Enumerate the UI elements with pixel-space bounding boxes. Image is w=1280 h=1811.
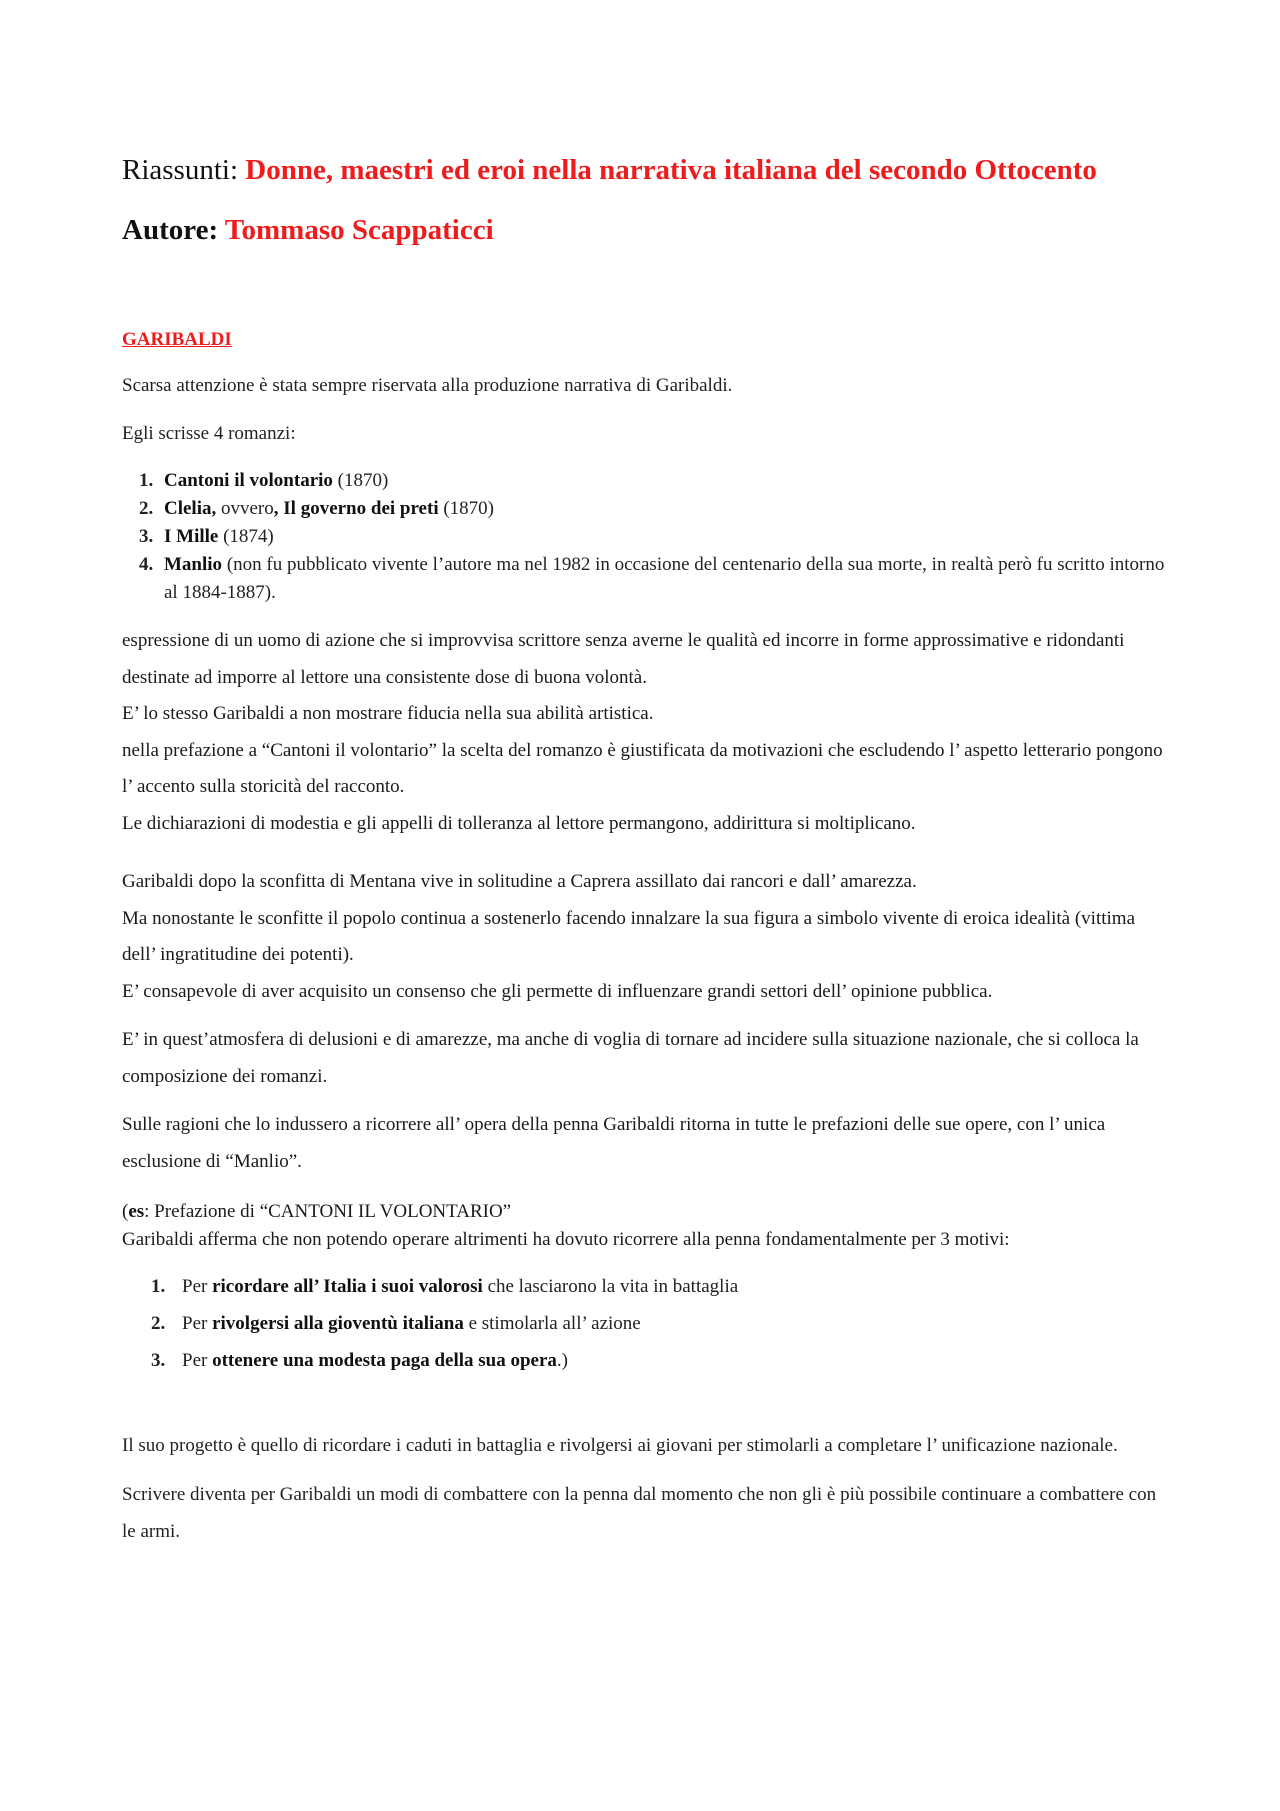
novels-list <box>122 467 1172 607</box>
paragraph: Ma nonostante le sconfitte il popolo continua a sostenerlo facendo innalzare la sua figura a simbolo vivente di eroica idealità (vittima dell’ ingratitudine dei potenti). <box>122 907 1136 965</box>
author-name: Tommaso Scappaticci <box>224 214 494 246</box>
list-item <box>158 495 1172 523</box>
intro-paragraph: Scarsa attenzione è stata sempre riservata alla produzione narrativa di Garibaldi. <box>122 375 733 396</box>
paragraph: Garibaldi dopo la sconfitta di Mentana vive in solitudine a Caprera assillato dai rancori e dall’ amarezza. <box>122 871 917 892</box>
example-line <box>122 1198 1172 1226</box>
book-title: Donne, maestri ed eroi nella narrativa italiana del secondo Ottocento <box>245 154 1097 186</box>
novels-intro: Egli scrisse 4 romanzi: <box>122 423 296 444</box>
list-item <box>170 1342 1172 1379</box>
motive-pre: Per <box>182 1313 213 1334</box>
paragraph: espressione di un uomo di azione che si improvvisa scrittore senza averne le qualità ed incorre in forme approssimative e ridondanti destinate ad imporre al lettore una consistente dose di buona volontà. <box>122 630 1125 688</box>
novel-title: Clelia, <box>164 498 217 519</box>
novel-title: I Mille <box>164 526 219 547</box>
paragraph: Scrivere diventa per Garibaldi un modi di combattere con la penna dal momento che non gli è più possibile continuare a combattere con le armi. <box>122 1484 1157 1542</box>
motive-key: rivolgersi alla gioventù italiana <box>212 1313 464 1334</box>
novel-note: (non fu pubblicato vivente l’autore ma nel 1982 in occasione del centenario della sua morte, in realtà però fu scritto intorno al 1884-1887). <box>164 554 1165 603</box>
document-title <box>122 150 1172 190</box>
list-item <box>158 551 1172 607</box>
paragraph: Le dichiarazioni di modestia e gli appelli di tolleranza al lettore permangono, addirittura si moltiplicano. <box>122 812 916 834</box>
paragraph: E’ consapevole di aver acquisito un consenso che gli permette di influenzare grandi settori dell’ opinione pubblica. <box>122 980 993 1002</box>
paragraph: E’ in quest’atmosfera di delusioni e di amarezze, ma anche di voglia di tornare ad incidere sulla situazione nazionale, che si colloca la composizione dei romanzi. <box>122 1029 1139 1087</box>
riassunti-label: Riassunti: <box>122 154 239 186</box>
document-page <box>122 150 1172 1550</box>
example-block <box>122 1198 1172 1254</box>
motive-key: ottenere una modesta paga della sua opera <box>212 1350 557 1371</box>
novel-note: (1870) <box>332 470 389 491</box>
paragraph: nella prefazione a “Cantoni il volontario” la scelta del romanzo è giustificata da motivazioni che escludendo l’ aspetto letterario pongono l’ accento sulla storicità del racconto. <box>122 739 1163 797</box>
list-item <box>158 467 1172 495</box>
novel-note: (1870) <box>438 498 495 519</box>
author-label: Autore: <box>122 214 219 246</box>
motive-post: e stimolarla all’ azione <box>463 1313 641 1334</box>
example-line: Garibaldi afferma che non potendo operare altrimenti ha dovuto ricorrere alla penna fondamentalmente per 3 motivi: <box>122 1229 1010 1250</box>
novel-note: (1874) <box>218 526 274 547</box>
motive-key: ricordare all’ Italia i suoi valorosi <box>212 1276 483 1297</box>
paragraph: Sulle ragioni che lo indussero a ricorrere all’ opera della penna Garibaldi ritorna in tutte le prefazioni delle sue opere, con l’ unica esclusione di “Manlio”. <box>122 1114 1106 1172</box>
novel-connector: ovvero <box>216 498 274 519</box>
paren: ( <box>122 1201 129 1222</box>
motives-list <box>122 1268 1172 1379</box>
motive-post: che lasciarono la vita in battaglia <box>482 1276 739 1297</box>
list-item <box>170 1305 1172 1342</box>
novel-subtitle: , Il governo dei preti <box>273 498 439 519</box>
novel-title: Cantoni il volontario <box>164 470 333 491</box>
paragraph-block <box>122 623 1172 842</box>
novel-title: Manlio <box>164 554 223 575</box>
section-heading: GARIBALDI <box>122 329 232 350</box>
motive-pre: Per <box>182 1276 213 1297</box>
motive-pre: Per <box>182 1350 213 1371</box>
list-item <box>158 523 1172 551</box>
example-label: es <box>128 1201 145 1222</box>
example-text: : Prefazione di “CANTONI IL VOLONTARIO” <box>144 1201 512 1222</box>
motive-post: .) <box>556 1350 568 1371</box>
paragraph: Il suo progetto è quello di ricordare i caduti in battaglia e rivolgersi ai giovani per stimolarli a completare l’ unificazione nazionale. <box>122 1435 1118 1456</box>
paragraph: E’ lo stesso Garibaldi a non mostrare fiducia nella sua abilità artistica. <box>122 703 654 724</box>
author-line <box>122 210 1172 250</box>
list-item <box>170 1268 1172 1305</box>
paragraph-block <box>122 864 1172 1010</box>
